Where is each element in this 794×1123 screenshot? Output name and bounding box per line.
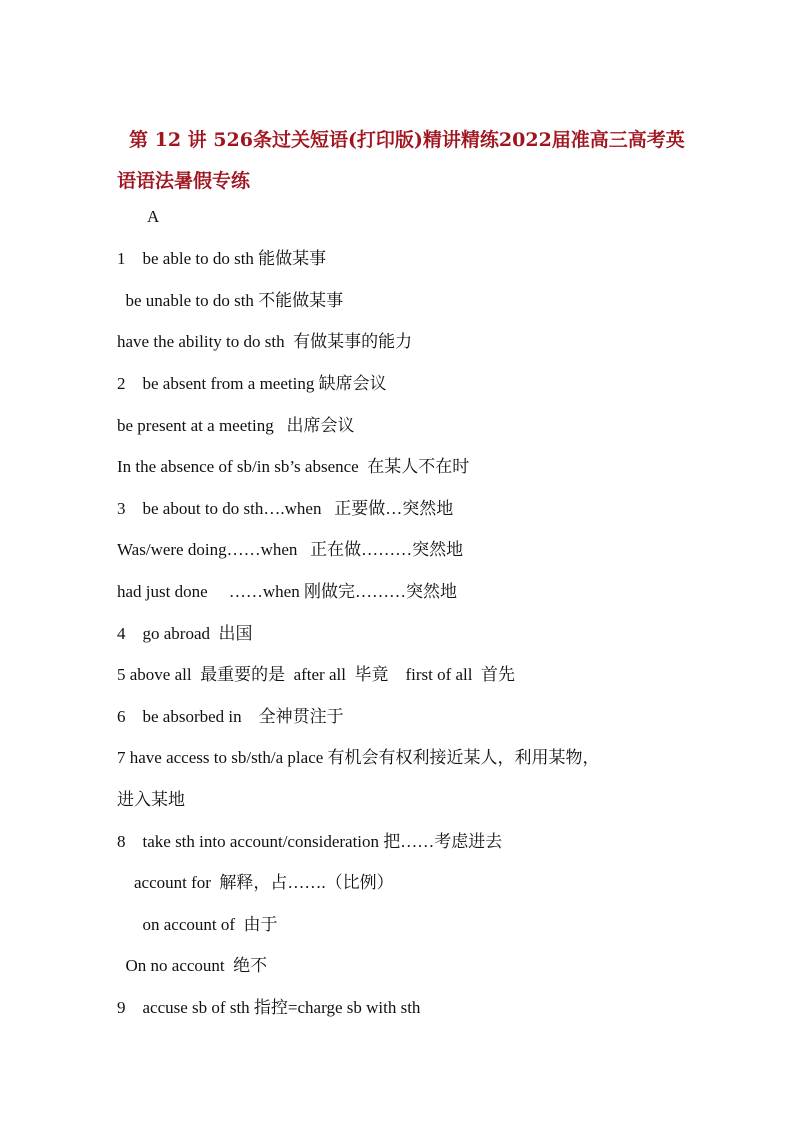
section-heading: A	[147, 207, 160, 226]
text-line: 1 be able to do sth 能做某事	[117, 249, 327, 268]
text-line: 6 be absorbed in 全神贯注于	[117, 707, 344, 726]
text-line: have the ability to do sth 有做某事的能力	[117, 332, 413, 351]
text-line: be present at a meeting 出席会议	[117, 416, 355, 435]
text-line: on account of 由于	[117, 915, 278, 934]
text-line: 9 accuse sb of sth 指控=charge sb with sth	[117, 998, 421, 1017]
text-line: had just done ……when 刚做完………突然地	[117, 582, 457, 601]
text-line: 7 have access to sb/sth/a place 有机会有权利接近某人，利用某物，	[117, 748, 600, 767]
text-line: 3 be about to do sth….when 正要做…突然地	[117, 499, 454, 518]
text-line: 进入某地	[117, 790, 185, 809]
text-line: On no account 绝不	[117, 956, 268, 975]
text-line: be unable to do sth 不能做某事	[117, 291, 344, 310]
text-line: Was/were doing……when 正在做………突然地	[117, 540, 464, 559]
text-line: 2 be absent from a meeting 缺席会议	[117, 374, 387, 393]
text-line: 4 go abroad 出国	[117, 624, 253, 643]
text-line: 8 take sth into account/consideration 把……考虑进去	[117, 832, 503, 851]
text-line: account for 解释，占…….（比例）	[117, 873, 394, 892]
document-title: 第 12 讲 526条过关短语(打印版)精讲精练2022届准高三高考英语语法暑假专练	[117, 129, 685, 192]
text-line: 5 above all 最重要的是 after all 毕竟 first of all 首先	[117, 665, 515, 684]
text-line: In the absence of sb/in sb’s absence 在某人不在时	[117, 457, 470, 476]
